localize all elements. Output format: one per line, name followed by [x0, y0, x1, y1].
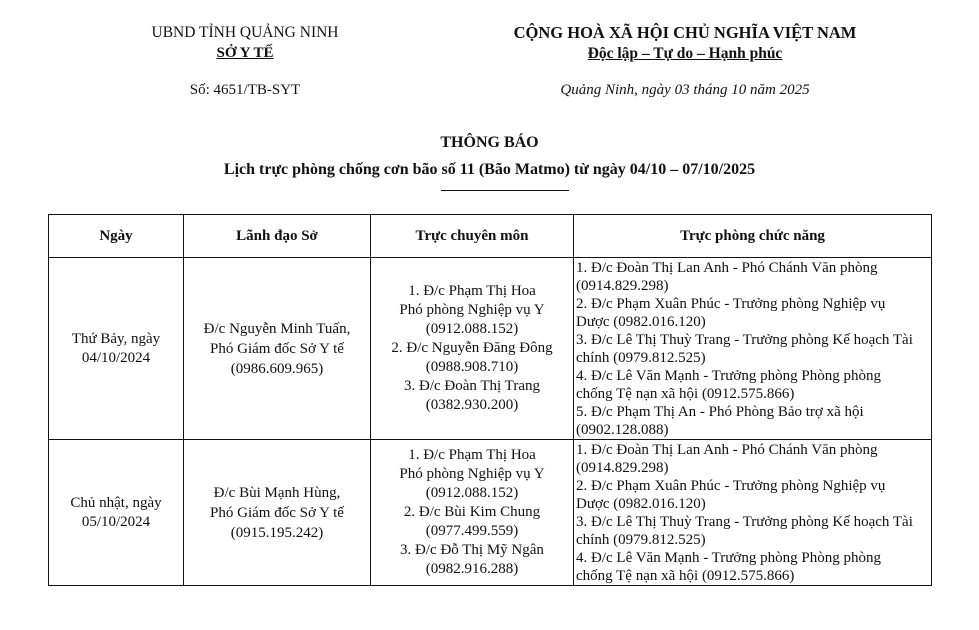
duty-line: (0912.088.152) [425, 485, 519, 501]
duty-line: (0912.088.152) [425, 321, 519, 337]
table-row [49, 440, 932, 586]
leader-phone: (0915.195.242) [230, 524, 324, 541]
leader-title: Phó Giám đốc Sở Y tế [210, 504, 344, 521]
functional-line: Dược (0982.016.120) [576, 313, 706, 330]
functional-line: 3. Đ/c Lê Thị Thuỳ Trang - Trưởng phòng Kế hoạch Tài [576, 513, 913, 530]
duty-line: (0988.908.710) [425, 359, 519, 375]
column-header-duty: Trực chuyên môn [371, 215, 574, 258]
leader-phone: (0986.609.965) [230, 360, 324, 377]
date-line: Quảng Ninh, ngày 03 tháng 10 năm 2025 [560, 82, 810, 98]
table-header-row [49, 215, 932, 258]
duty-line: 1. Đ/c Phạm Thị Hoa [408, 447, 536, 463]
functional-line: (0902.128.088) [576, 421, 669, 438]
functional-line: Dược (0982.016.120) [576, 495, 706, 512]
day-name: Thứ Bảy, ngày [71, 330, 161, 347]
functional-line: chính (0979.812.525) [576, 531, 706, 548]
functional-cell [574, 440, 932, 586]
country-name: CỘNG HOÀ XÃ HỘI CHỦ NGHĨA VIỆT NAM [513, 23, 857, 42]
duty-line: Phó phòng Nghiệp vụ Y [399, 466, 545, 482]
agency-header [110, 22, 380, 64]
functional-line: 1. Đ/c Đoàn Thị Lan Anh - Phó Chánh Văn phòng [576, 441, 878, 458]
agency-name: SỞ Y TẾ [216, 45, 274, 61]
functional-line: 4. Đ/c Lê Văn Mạnh - Trưởng phòng Phòng phòng [576, 367, 881, 384]
duty-cell [371, 440, 574, 586]
functional-line: 5. Đ/c Phạm Thị An - Phó Phòng Bảo trợ xã hội [576, 403, 864, 420]
functional-line: chính (0979.812.525) [576, 349, 706, 366]
title-divider [441, 190, 569, 191]
duty-line: 2. Đ/c Bùi Kim Chung [403, 504, 541, 520]
functional-line: 3. Đ/c Lê Thị Thuỳ Trang - Trưởng phòng Kế hoạch Tài [576, 331, 913, 348]
duty-line: 3. Đ/c Đỗ Thị Mỹ Ngân [400, 542, 544, 558]
day-name: Chủ nhật, ngày [70, 494, 162, 511]
functional-line: 2. Đ/c Phạm Xuân Phúc - Trưởng phòng Nghiệp vụ [576, 295, 886, 312]
leader-name: Đ/c Bùi Mạnh Hùng, [213, 484, 341, 501]
functional-line: 2. Đ/c Phạm Xuân Phúc - Trưởng phòng Nghiệp vụ [576, 477, 886, 494]
day-cell [49, 440, 184, 586]
duty-cell [371, 258, 574, 440]
day-date: 04/10/2024 [81, 349, 151, 366]
document-title: THÔNG BÁO [440, 134, 539, 151]
day-cell [49, 258, 184, 440]
document-number: Số: 4651/TB-SYT [189, 82, 301, 98]
duty-schedule-table [48, 214, 932, 586]
leader-cell [184, 440, 371, 586]
duty-line: Phó phòng Nghiệp vụ Y [399, 302, 545, 318]
document-subtitle: Lịch trực phòng chống cơn bão số 11 (Bão Matmo) từ ngày 04/10 – 07/10/2025 [223, 161, 756, 178]
functional-cell [574, 258, 932, 440]
duty-line: 2. Đ/c Nguyễn Đăng Đông [391, 340, 553, 356]
functional-line: chống Tệ nạn xã hội (0912.575.866) [576, 385, 795, 402]
functional-line: 4. Đ/c Lê Văn Mạnh - Trưởng phòng Phòng phòng [576, 549, 881, 566]
duty-line: 3. Đ/c Đoàn Thị Trang [404, 378, 540, 394]
leader-title: Phó Giám đốc Sở Y tế [210, 340, 344, 357]
duty-line: (0982.916.288) [425, 561, 519, 577]
duty-line: (0382.930.200) [425, 397, 519, 413]
leader-name: Đ/c Nguyễn Minh Tuấn, [203, 320, 351, 337]
duty-line: 1. Đ/c Phạm Thị Hoa [408, 283, 536, 299]
agency-parent: UBND TỈNH QUẢNG NINH [151, 24, 339, 41]
leader-cell [184, 258, 371, 440]
national-header [470, 22, 900, 64]
national-motto: Độc lập – Tự do – Hạnh phúc [587, 45, 783, 62]
functional-line: chống Tệ nạn xã hội (0912.575.866) [576, 567, 795, 584]
table-row [49, 258, 932, 440]
column-header-day: Ngày [49, 215, 184, 258]
column-header-leader: Lãnh đạo Sở [184, 215, 371, 258]
functional-line: 1. Đ/c Đoàn Thị Lan Anh - Phó Chánh Văn phòng [576, 259, 878, 276]
column-header-functional: Trực phòng chức năng [574, 215, 932, 258]
duty-line: (0977.499.559) [425, 523, 519, 539]
functional-line: (0914.829.298) [576, 277, 669, 294]
functional-line: (0914.829.298) [576, 459, 669, 476]
day-date: 05/10/2024 [81, 513, 151, 530]
